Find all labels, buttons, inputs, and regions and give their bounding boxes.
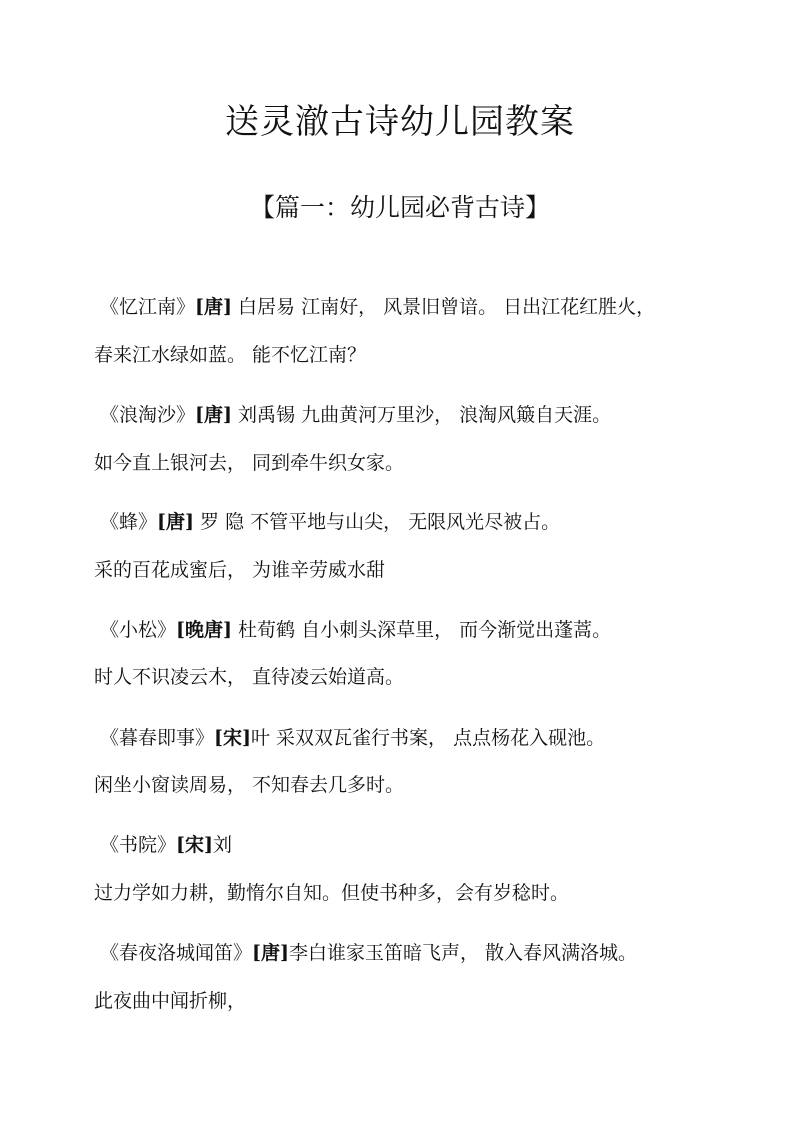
section-title: 【篇一：幼儿园必背古诗】 — [249, 193, 550, 222]
poem-4-line-1 — [100, 615, 780, 645]
poem-4-text: 杜荀鹤 自小刺头深草里， 而今渐觉出蓬蒿。 — [238, 619, 612, 641]
poem-3-title: 《蜂》 — [100, 511, 158, 533]
poem-4-title: 《小松》 — [100, 619, 177, 641]
poem-4-line-2: 时人不识凌云木， 直待凌云始道高。 — [94, 666, 405, 688]
poem-5-line-2: 闲坐小窗读周易， 不知春去几多时。 — [94, 774, 405, 796]
poem-3-line-2: 采的百花成蜜后， 为谁辛劳威水甜 — [94, 559, 386, 581]
poem-6-text: 刘 — [213, 834, 233, 856]
poem-7-line-1 — [100, 938, 780, 968]
poem-7-title: 《春夜洛城闻笛》 — [100, 942, 253, 964]
poem-1-text: 白居易 江南好， 风景旧曾谙。 日出江花红胜火， — [238, 296, 656, 318]
poem-3-text: 罗 隐 不管平地与山尖， 无限风光尽被占。 — [200, 511, 561, 533]
poem-3-dynasty: [唐] — [157, 511, 194, 533]
poem-7-text: 李白谁家玉笛暗飞声， 散入春风满洛城。 — [289, 942, 638, 964]
poem-6-line-2: 过力学如力耕，勤惰尔自知。但使书种多，会有岁稔时。 — [94, 882, 570, 904]
document-title: 送灵澈古诗幼儿园教案 — [225, 102, 575, 142]
poem-2-line-2: 如今直上银河去， 同到牵牛织女家。 — [94, 452, 405, 474]
poem-5-title: 《暮春即事》 — [100, 727, 215, 749]
poem-2-text: 刘禹锡 九曲黄河万里沙， 浪淘风簸自天涯。 — [238, 404, 612, 426]
poem-6-dynasty: [宋] — [176, 834, 213, 856]
poem-4-dynasty: [晚唐] — [176, 619, 232, 641]
poem-5-dynasty: [宋] — [214, 727, 251, 749]
poem-2-dynasty: [唐] — [195, 404, 232, 426]
poem-7-dynasty: [唐] — [252, 942, 289, 964]
poem-2-line-1 — [100, 400, 780, 430]
poem-6-line-1 — [100, 830, 780, 860]
poem-5-line-1 — [100, 723, 780, 753]
poem-7-line-2: 此夜曲中闻折柳， — [94, 990, 247, 1012]
poem-3-line-1 — [100, 507, 780, 537]
poem-1-title: 《忆江南》 — [100, 296, 196, 318]
poem-1-line-2: 春来江水绿如蓝。 能不忆江南？ — [94, 344, 367, 366]
poem-2-title: 《浪淘沙》 — [100, 404, 196, 426]
poem-5-text: 叶 采双双瓦雀行书案， 点点杨花入砚池。 — [251, 727, 606, 749]
poem-1-line-1 — [100, 292, 780, 322]
poem-6-title: 《书院》 — [100, 834, 177, 856]
poem-1-dynasty: [唐] — [195, 296, 232, 318]
